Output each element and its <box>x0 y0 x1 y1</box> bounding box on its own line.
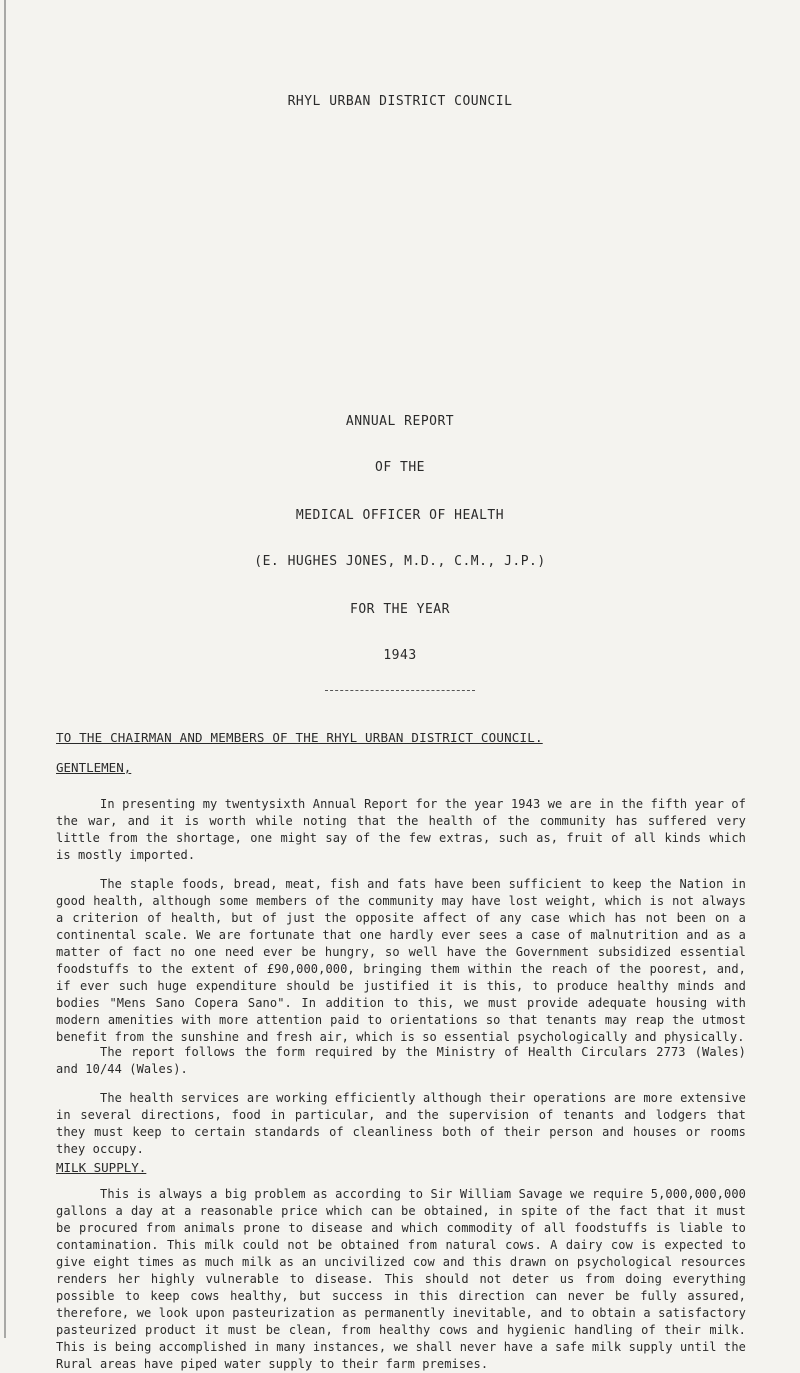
milk-supply-heading: MILK SUPPLY. <box>56 1160 147 1175</box>
paragraph-circulars <box>56 1044 746 1078</box>
paragraph-milk-supply-text: This is always a big problem as according to Sir William Savage we require 5,000,000,000 gallons a day at a reasonable price which can be obtained, in spite of the fact that it must be procured from animals prone to disease and which commodity of all foodstuffs is liable to contamination. This milk could not be obtained from natural cows. A dairy cow is expected to give eight times as much milk as an uncivilized cow and this drawn on psychological resources renders her highly vulnerable to disease. This should not deter us from doing everything possible to keep cows healthy, but success in this direction can never be fully assured, therefore, we look upon pasteurization as permanently inevitable, and to obtain a satisfactory pasteurized product it must be clean, from healthy cows and hygienic handling of their milk. This is being accomplished in many instances, we shall never have a safe milk supply until the Rural areas have piped water supply to their farm premises. <box>56 1187 746 1371</box>
report-year: 1943 <box>383 648 417 663</box>
report-title-block <box>0 408 800 435</box>
report-heading <box>0 88 800 142</box>
paragraph-intro <box>56 796 746 864</box>
officer-title: MEDICAL OFFICER OF HEALTH <box>295 508 505 523</box>
paragraph-health-services-text: The health services are working efficiently although their operations are more extensive in several directions, food in particular, and the supervision of tenants and lodgers that they must keep to certain standards of cleanliness both of their person and houses or rooms they occupy. <box>56 1091 746 1156</box>
for-the-year: FOR THE YEAR <box>350 602 450 617</box>
salutation: GENTLEMEN, <box>56 760 132 775</box>
address-line: TO THE CHAIRMAN AND MEMBERS OF THE RHYL URBAN DISTRICT COUNCIL. <box>56 730 543 745</box>
paragraph-staple-foods <box>56 876 746 1046</box>
for-year-line <box>0 596 800 623</box>
of-the: OF THE <box>375 460 425 475</box>
paragraph-staple-foods-text: The staple foods, bread, meat, fish and fats have been sufficient to keep the Nation in good health, although some members of the community may have lost weight, which is not always a criterion of health, but of just the opposite affect of any case which has not been on a continental scale. We are fortunate that one hardly ever sees a case of malnutrition and as a matter of fact no one need ever be hungry, so well have the Government subsidized essential foodstuffs to the extent of £90,000,000, bringing them within the reach of the poorest, and, if ever such huge expenditure should be justified it is this, to produce healthy minds and bodies "Mens Sano Copera Sano". In addition to this, we must provide adequate housing with modern amenities with more attention paid to orientations so that tenants may reap the utmost benefit from the sunshine and fresh air, which is so essential psychologically and physically. <box>56 877 746 1044</box>
report-title: ANNUAL REPORT <box>345 414 455 429</box>
officer-line <box>0 502 800 529</box>
paragraph-health-services <box>56 1090 746 1158</box>
officer-name: (E. HUGHES JONES, M.D., C.M., J.P.) <box>254 554 546 569</box>
of-the-line <box>0 454 800 481</box>
paragraph-intro-text: In presenting my twentysixth Annual Report for the year 1943 we are in the fifth year of the war, and it is worth while noting that the health of the community has suffered very little from the shortage, one might say of the few extras, such as, fruit of all kinds which is mostly imported. <box>56 797 746 862</box>
year-line <box>0 642 800 669</box>
name-line <box>0 548 800 575</box>
divider-rule <box>325 690 475 692</box>
paragraph-circulars-text: The report follows the form required by the Ministry of Health Circulars 2773 (Wales) and 10/44 (Wales). <box>56 1045 746 1076</box>
paragraph-milk-supply <box>56 1186 746 1371</box>
council-name: RHYL URBAN DISTRICT COUNCIL <box>287 94 513 109</box>
page-edge-shadow <box>4 0 6 1338</box>
